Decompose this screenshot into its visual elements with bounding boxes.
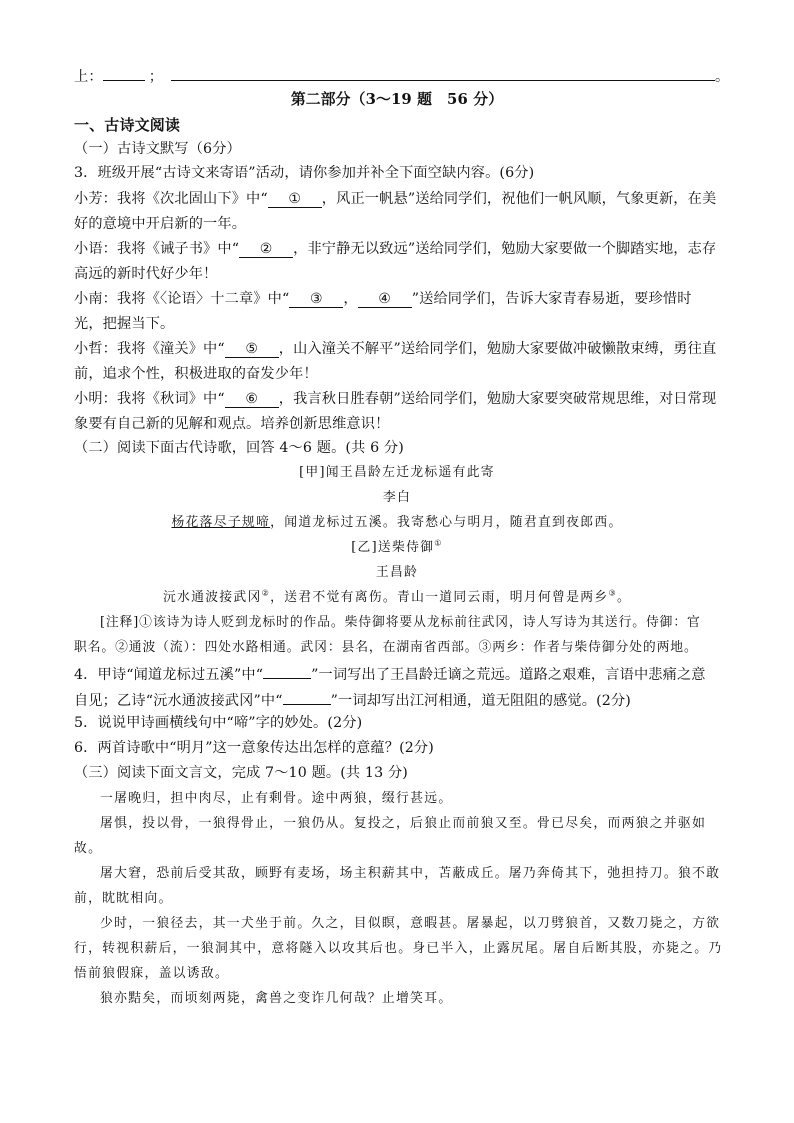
blank-1[interactable]: ① xyxy=(268,191,322,208)
blank-6[interactable]: ⑥ xyxy=(225,391,279,408)
passage-p2a: 屠惧，投以骨，一狼得骨止，一狼仍从。复投之，后狼止而前狼又至。骨已尽矣，而两狼之并驱如 xyxy=(100,816,707,831)
xiaozhe-text-a: 小哲：我将《潼关》中“ xyxy=(74,341,225,357)
xiaoming-text-a: 小明：我将《秋词》中“ xyxy=(74,391,225,407)
item-xiaofang xyxy=(74,189,716,209)
item-xiaozhe xyxy=(74,339,716,359)
item-xiaoyu xyxy=(74,239,716,259)
subsection-heading-3: （三）阅读下面文言文，完成 7～10 题。(共 13 分) xyxy=(74,765,408,781)
poem1-underlined-line: 杨花落尽子规啼 xyxy=(171,515,271,530)
poem2-c: 。 xyxy=(616,590,632,605)
annotation-line-1: [注释]①该诗为诗人贬到龙标时的作品。柴侍御将要从龙标前往武冈，诗人写诗为其送行。侍御：官 xyxy=(100,615,701,630)
passage-p2b: 故。 xyxy=(74,841,103,856)
xiaonan-sep: ， xyxy=(343,291,358,307)
poem2-author: 王昌龄 xyxy=(375,565,419,580)
poem2-body xyxy=(0,588,794,608)
question-3: 3．班级开展“古诗文来寄语”活动，请你参加并补全下面空缺内容。(6分) xyxy=(74,165,535,181)
poem1-author: 李白 xyxy=(382,490,412,505)
passage-p5: 狼亦黠矣，而顷刻两毙，禽兽之变诈几何哉？止增笑耳。 xyxy=(100,991,453,1006)
answer-prefix: 上： xyxy=(74,69,103,85)
answer-blank-2[interactable] xyxy=(171,64,715,81)
passage-p1: 一屠晚归，担中肉尽，止有剩骨。途中两狼，缀行甚远。 xyxy=(100,791,453,806)
xiaozhe-text-c: 前，追求个性，积极进取的奋发少年！ xyxy=(74,366,318,382)
passage-p4b: 行，转视积薪后，一狼洞其中，意将隧入以攻其后也。身已半入，止露尻尾。屠自后断其股，亦毙之。乃 xyxy=(74,941,723,956)
xiaonan-text-a: 小南：我将《〈论语〉十二章》中“ xyxy=(74,291,290,307)
answer-period: 。 xyxy=(715,69,730,85)
answer-semicolon: ； xyxy=(148,69,164,85)
subsection-heading-1: （一）古诗文默写（6分） xyxy=(74,141,241,157)
poem2-title-line xyxy=(0,538,794,558)
poem2-a: 沅水通波接武冈 xyxy=(162,590,262,605)
blank-2[interactable]: ② xyxy=(239,241,293,258)
xiaoyu-text-a: 小语：我将《诫子书》中“ xyxy=(74,241,240,257)
passage-p4c: 悟前狼假寐，盖以诱敌。 xyxy=(74,966,230,981)
question-5: 5．说说甲诗画横线句中“啼”字的妙处。(2分) xyxy=(74,715,363,731)
xiaofang-text-b: ，风正一帆悬”送给同学们，祝他们一帆风顺，气象更新，在美 xyxy=(321,191,717,207)
xiaonan-text-c: 光，把握当下。 xyxy=(74,316,175,332)
answer-blank-1[interactable] xyxy=(103,64,145,81)
poem2-title-note: ① xyxy=(434,538,443,548)
subsection-heading-2: （二）阅读下面古代诗歌，回答 4～6 题。(共 6 分) xyxy=(74,440,404,456)
poem2-note3: ③ xyxy=(608,588,617,598)
q4-blank-2[interactable] xyxy=(283,688,331,705)
blank-3[interactable]: ③ xyxy=(289,291,343,308)
poem2-title: [乙]送柴侍御 xyxy=(351,540,435,555)
xiaozhe-text-b: ，山入潼关不解平”送给同学们，勉励大家要做冲破懒散束缚，勇往直 xyxy=(278,341,717,357)
xiaoming-text-c: 象要有自己新的见解和观点。培养创新思维意识！ xyxy=(74,416,390,432)
question-4-line-1 xyxy=(74,662,706,685)
poem2-note2: ② xyxy=(261,588,271,598)
xiaofang-text-c: 好的意境中开启新的一年。 xyxy=(74,216,247,232)
xiaonan-text-b: ”送给同学们，告诉大家青春易逝，要珍惜时 xyxy=(411,291,692,307)
q4-text-a: 4．甲诗“闻道龙标过五溪”中“ xyxy=(74,667,264,683)
item-xiaoming xyxy=(74,389,716,409)
part-title: 第二部分（3～19 题 56 分） xyxy=(290,91,504,108)
section-heading: 一、古诗文阅读 xyxy=(74,116,181,134)
item-xiaonan xyxy=(74,289,692,309)
poem1-body xyxy=(0,513,794,533)
blank-5[interactable]: ⑤ xyxy=(225,341,279,358)
passage-p3a: 屠大窘，恐前后受其敌，顾野有麦场，场主积薪其中，苫蔽成丘。屠乃奔倚其下，弛担持刀。狼不敢 xyxy=(100,866,721,881)
xiaoyu-text-c: 高远的新时代好少年！ xyxy=(74,266,218,282)
poem1-title: [甲]闻王昌龄左迁龙标遥有此寄 xyxy=(299,465,495,480)
q4-blank-1[interactable] xyxy=(263,662,311,679)
question-4-line-2 xyxy=(74,688,631,711)
passage-p3b: 前，眈眈相向。 xyxy=(74,891,173,906)
poem2-b: ，送君不觉有离伤。青山一道同云雨，明月何曾是两乡 xyxy=(270,590,609,605)
xiaofang-text-a: 小芳：我将《次北固山下》中“ xyxy=(74,191,268,207)
xiaoming-text-b: ，我言秋日胜春朝”送给同学们，勉励大家要突破常规思维，对日常现 xyxy=(278,391,717,407)
xiaoyu-text-b: ，非宁静无以致远”送给同学们，勉励大家要做一个脚踏实地，志存 xyxy=(293,241,717,257)
annotation-line-2: 职名。②通波（流）：四处水路相通。武冈：县名，在湖南省西部。③两乡：作者与柴侍御分处的两地。 xyxy=(74,640,698,655)
q4-text-b: ”一词写出了王昌龄迁谪之荒远。道路之艰难，言语中悲痛之意 xyxy=(311,667,706,683)
q4-text-c: 自见；乙诗“沅水通波接武冈”中“ xyxy=(74,693,283,709)
passage-p4a: 少时，一狼径去，其一犬坐于前。久之，目似瞑，意暇甚。屠暴起，以刀劈狼首，又数刀毙之，方欲 xyxy=(100,916,721,931)
poem1-rest: ，闻道龙标过五溪。我寄愁心与明月，随君直到夜郎西。 xyxy=(270,515,623,530)
answer-line xyxy=(74,64,729,87)
blank-4[interactable]: ④ xyxy=(358,291,412,308)
q4-text-d: ”一词却写出江河相通，道无阻阻的感觉。(2分) xyxy=(330,693,631,709)
question-6: 6．两首诗歌中“明月”这一意象传达出怎样的意蕴？(2分) xyxy=(74,740,434,756)
